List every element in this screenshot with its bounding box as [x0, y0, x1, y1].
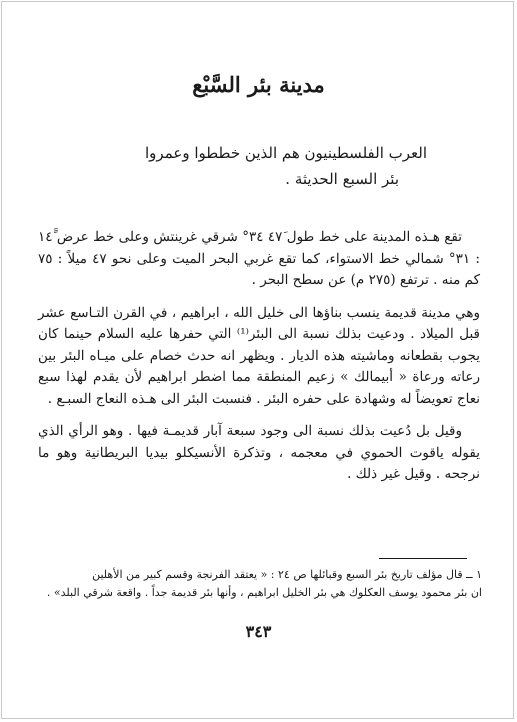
intro-block	[87, 140, 427, 192]
footnote	[36, 566, 482, 602]
footnote-line-2: ان بئر محمود يوسف العكلوك هي بئر الخليل ابراهيم ، وأنها بئر قديمة جداً . واقعة شرقي البلد» .	[46, 586, 482, 599]
paragraph-history: وهي مدينة قديمة ينسب بناؤها الى خليل الله ، ابراهيم ، في القرن التـاسع عشر قبل الميلاد . ودعيت بذلك نسبة الى البئر⁽¹⁾ التي حفرها عليه السلام حينما كان يجوب بقطعانه وماشيته هذه الديار . ويظهر انه حدث خصام على ميـاه البئر بين رعاته ورعاة « أبيمالك » زعيم المنطقة مما اضطر ابراهيم لأن يقدم لهذا سبع نعاج تعويضاً له وشهادة على حفره البئر . فنسبت البئر الى هـذه النعاج السبـع .	[38, 304, 480, 407]
page-title: مدينة بئر السَّبْع	[192, 72, 325, 97]
paragraph-location: تقع هـذه المدينة على خط طول ٤٧َ ٣٤° شرقي غرينتش وعلى خط عرض ١٤ًَ : ٣١° شمالي خط الاستواء، كما تقع غربي البحر الميت وعلى نحو ٤٧ ميلاً : ٧٥ كم منه . ترتفع (٢٧٥ م) عن سطح البحر .	[38, 229, 480, 288]
paragraph-name-origin: وقيل بل دُعيت بذلك نسبة الى وجود سبعة آبار قديمـة فيها . وهو الرأي الذي يقوله ياقوت الحموي في معجمه ، وتذكرة الأنسيكلو بيديا البريطانية وهو ما نرجحه . وقيل غير ذلك .	[38, 423, 480, 482]
intro-line-2: بئر السبع الحديثة .	[285, 170, 399, 188]
page-number: ٣٤٣	[245, 622, 272, 641]
footnote-line-1: ١ ــ قال مؤلف تاريخ بئر السبع وقبائلها ص ٢٤ : « يعتقد الفرنجة وقسم كبير من الأهلين	[92, 568, 482, 581]
intro-line-1: العرب الفلسطينيون هم الذين خططوا وعمروا	[145, 144, 427, 162]
footnote-divider	[379, 558, 467, 559]
body-text	[38, 227, 480, 497]
